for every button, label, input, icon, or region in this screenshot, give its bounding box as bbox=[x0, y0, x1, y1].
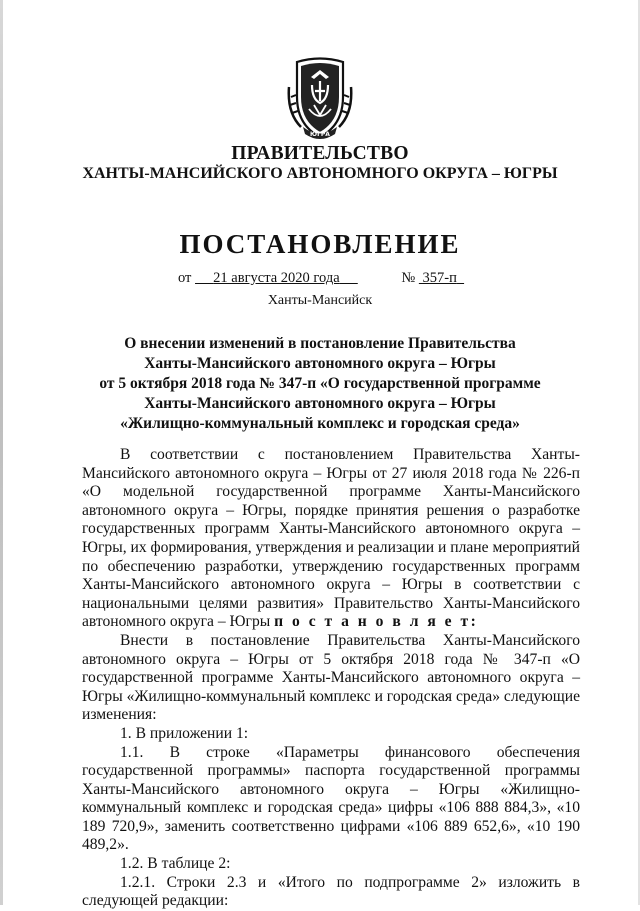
region-name: ХАНТЫ-МАНСИЙСКОГО АВТОНОМНОГО ОКРУГА – ЮГРЫ bbox=[82, 165, 558, 182]
preamble-paragraph: В соответствии с постановлением Правительства Ханты-Мансийского автономного округа – Югры от 27 июля 2018 года № 226-п «О модельной государственной программе Ханты-Мансийского автономного округа – Югры, порядке принятия решения о разработке государственных программ Ханты-Мансийского автономного округа – Югры, их формирования, утверждения и реализации и плане мероприятий по обеспечению разработки, утверждению государственных программ Ханты-Мансийского автономного округа – Югры в соответствии с национальными целями развития» Правительство Ханты-Мансийского автономного округа – Югры п о с т а н о в л я е т: bbox=[82, 446, 580, 631]
scan-edge-left bbox=[0, 0, 3, 905]
document-body bbox=[82, 446, 580, 911]
title-line: Ханты-Мансийского автономного округа – Югры bbox=[144, 355, 496, 372]
number-prefix: № bbox=[401, 270, 416, 286]
body-paragraph: 1. В приложении 1: bbox=[120, 724, 249, 742]
coat-of-arms-icon bbox=[287, 57, 353, 142]
title-line: Ханты-Мансийского автономного округа – Югры bbox=[144, 395, 496, 412]
body-paragraph: 1.2.1. Строки 2.3 и «Итого по подпрограмме 2» изложить в следующей редакции: bbox=[82, 873, 580, 910]
decree-word: п о с т а н о в л я е т: bbox=[274, 613, 479, 631]
body-paragraph: 1.2. В таблице 2: bbox=[120, 855, 231, 873]
government-name: ПРАВИТЕЛЬСТВО bbox=[231, 143, 409, 164]
document-number: 357-п bbox=[422, 270, 457, 286]
emblem-ribbon-text: ЮГРА bbox=[310, 131, 330, 138]
date-prefix: от bbox=[178, 270, 192, 286]
document-title bbox=[0, 334, 640, 434]
document-date: 21 августа 2020 года bbox=[213, 270, 340, 286]
body-paragraph: 1.1. В строке «Параметры финансового обеспечения государственной программы» паспорта государственной программы Ханты-Мансийского автономного округа – Югры «Жилищно-коммунальный комплекс и городская среда» цифры «106 888 884,3», «10 189 720,9», заменить соответственно цифрами «106 889 652,6», «10 190 489,2». bbox=[82, 743, 580, 854]
document-type: ПОСТАНОВЛЕНИЕ bbox=[179, 229, 461, 259]
title-line: от 5 октября 2018 года № 347-п «О государственной программе bbox=[99, 375, 541, 392]
title-line: «Жилищно-коммунальный комплекс и городская среда» bbox=[120, 415, 520, 432]
city-name: Ханты-Мансийск bbox=[267, 293, 373, 308]
body-paragraph: Внести в постановление Правительства Ханты-Мансийского автономного округа – Югры от 5 октября 2018 года № 347-п «О государственной программе Ханты-Мансийского автономного округа – Югры «Жилищно-коммунальный комплекс и городская среда» следующие изменения: bbox=[82, 631, 581, 724]
title-line: О внесении изменений в постановление Правительства bbox=[124, 335, 516, 352]
date-number-line bbox=[178, 270, 464, 287]
